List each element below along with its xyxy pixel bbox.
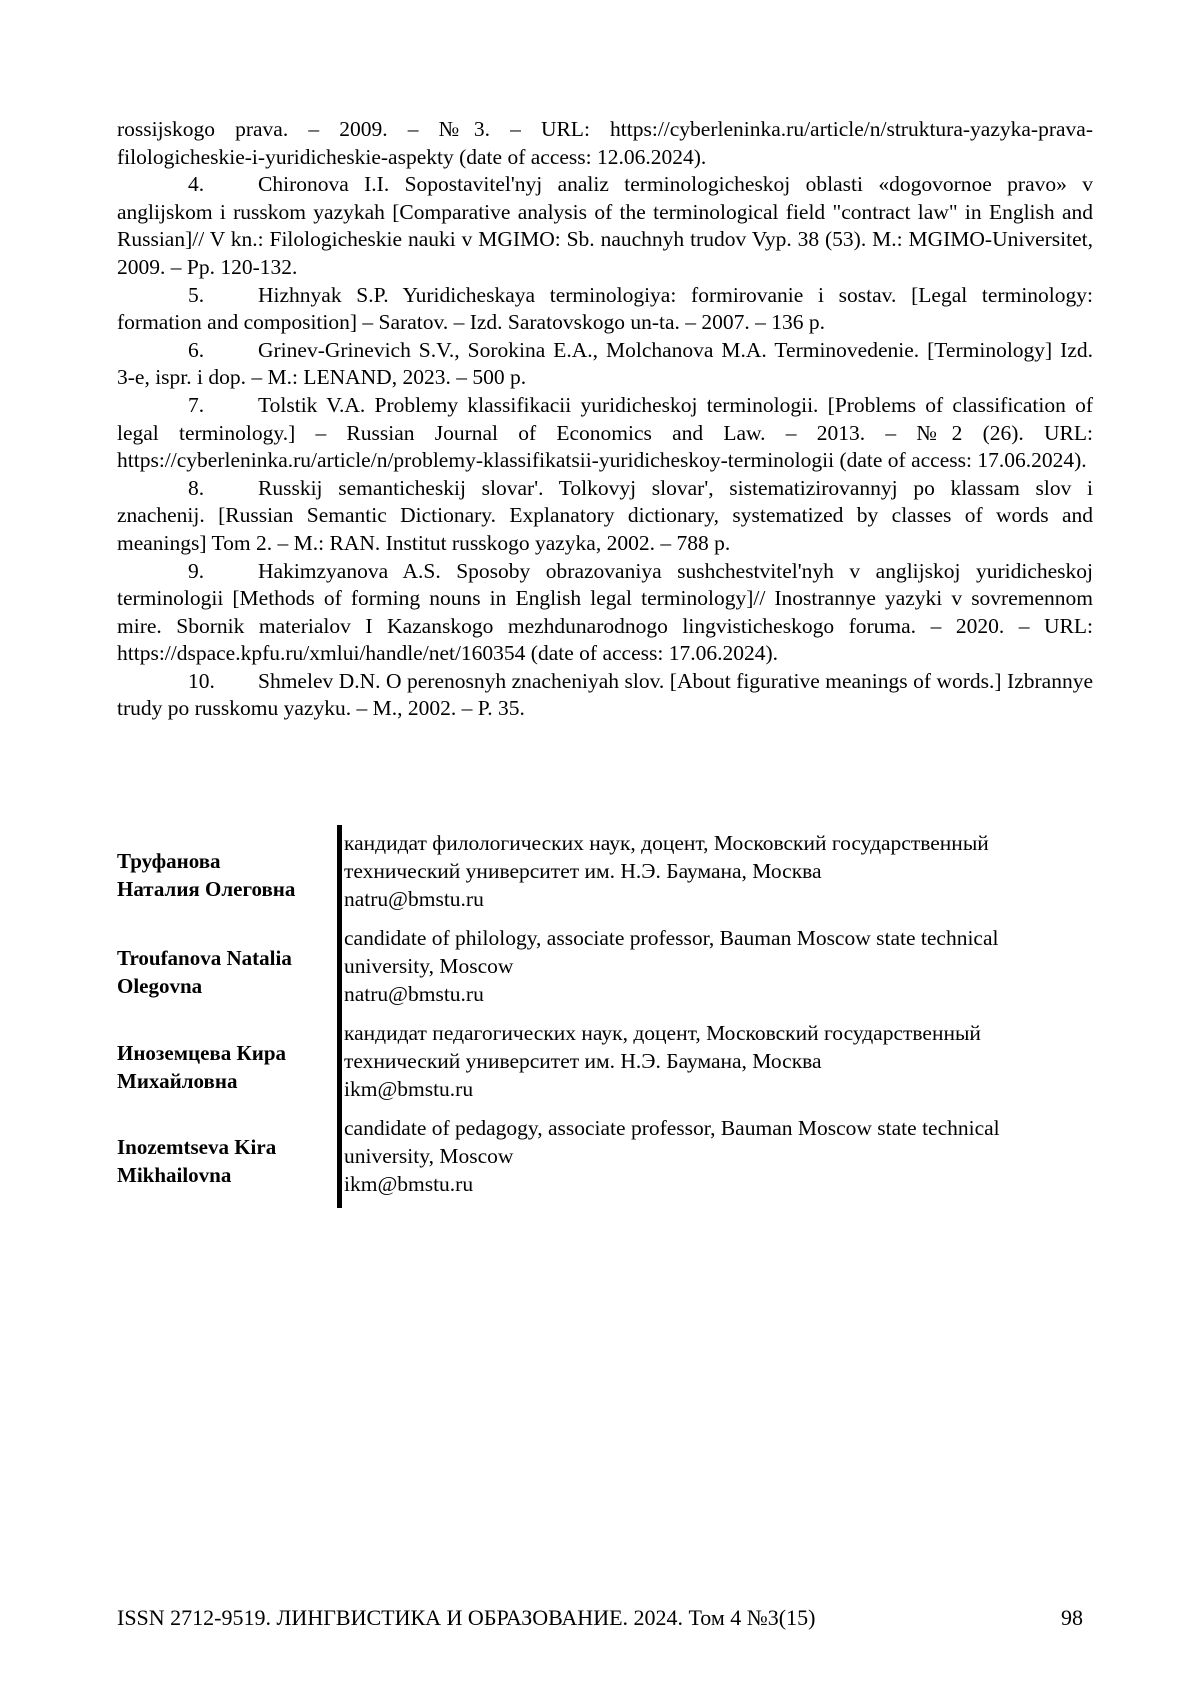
author-name-line: Troufanova Natalia — [117, 945, 292, 970]
reference-number: 4. — [188, 172, 205, 197]
author-affiliation: технический университет им. Н.Э. Баумана, Москва — [344, 1049, 822, 1073]
reference-text: Chironova I.I. Sopostavitel'nyj analiz terminologicheskoj oblasti «dogovornoe pravo» v anglijskom i russkom yazykah [Comparative analysis of the terminological field "contract law" in English and Russian]// V kn.: Filologicheskie nauki v MGIMO: Sb. nauchnyh trudov Vyp. 38 (53). M.: MGIMO-Universitet, 2009. – Pp. 120-132. — [117, 172, 1093, 279]
author-info-table — [117, 825, 1097, 1208]
author-row — [117, 1019, 1097, 1114]
reference-text: Hakimzyanova A.S. Sposoby obrazovaniya sushchestvitel'nyh v anglijskoj yuridicheskoj terminologii [Methods of forming nouns in English legal terminology]// Inostrannye yazyki v sovremennom mire. Sbornik materialov I Kazanskogo mezhdunarodnogo lingvisticheskogo foruma. – 2020. – URL: https://dspace.kpfu.ru/xmlui/handle/net/160354 (date of access: 17.06.2024). — [117, 558, 1093, 666]
author-affiliation: кандидат филологических наук, доцент, Московский государственный — [344, 831, 989, 855]
author-name — [117, 1114, 337, 1208]
reference-number: 9. — [188, 558, 205, 583]
author-email: ikm@bmstu.ru — [344, 1172, 474, 1196]
reference-text: Russkij semanticheskij slovar'. Tolkovyj slovar', sistematizirovannyj po klassam slov i znachenij. [Russian Semantic Dictionary. Explanatory dictionary, systematized by classes of words and meanings] Tom 2. – M.: RAN. Institut russkogo yazyka, 2002. – 788 p. — [117, 475, 1093, 555]
author-details — [337, 825, 1097, 924]
reference-item — [117, 558, 1093, 668]
reference-number: 7. — [188, 392, 205, 417]
reference-item — [117, 668, 1093, 723]
reference-number: 6. — [188, 337, 205, 362]
reference-number: 8. — [188, 475, 205, 500]
reference-text: Hizhnyak S.P. Yuridicheskaya terminologiya: formirovanie i sostav. [Legal terminology: formation and composition] – Saratov. – Izd. Saratovskogo un-ta. – 2007. – 136 p. — [117, 282, 1093, 335]
author-name — [117, 825, 337, 924]
page-number: 98 — [1061, 1605, 1083, 1630]
reference-item — [117, 282, 1093, 337]
author-email: natru@bmstu.ru — [344, 982, 484, 1006]
reference-item — [117, 392, 1093, 475]
author-name — [117, 1019, 337, 1114]
author-details — [337, 1019, 1097, 1114]
reference-number: 5. — [188, 282, 205, 307]
reference-continuation: rossijskogo prava. – 2009. – №3. – URL: https://cyberleninka.ru/article/n/struktura-yazyka-prava-filologicheskie-i-yuridicheskie-aspekty (date of access: 12.06.2024). — [117, 117, 1093, 169]
reference-item — [117, 337, 1093, 392]
author-name — [117, 924, 337, 1019]
reference-item — [117, 475, 1093, 558]
author-row — [117, 825, 1097, 924]
reference-item — [117, 171, 1093, 281]
journal-citation: ISSN 2712-9519. ЛИНГВИСТИКА И ОБРАЗОВАНИЕ. 2024. Том 4 №3(15) — [117, 1605, 816, 1630]
author-row — [117, 924, 1097, 1019]
author-affiliation: candidate of philology, associate professor, Bauman Moscow state technical — [344, 926, 999, 950]
references-list — [117, 116, 1093, 723]
author-affiliation: технический университет им. Н.Э. Баумана, Москва — [344, 859, 822, 883]
reference-text: Tolstik V.A. Problemy klassifikacii yuridicheskoj terminologii. [Problems of classification of legal terminology.] – Russian Journal of Economics and Law. – 2013. – №2 (26). URL: https://cyberleninka.ru/article/n/problemy-klassifikatsii-yuridicheskoy-terminologii (date of access: 17.06.2024). — [117, 392, 1093, 473]
author-affiliation: university, Moscow — [344, 1144, 514, 1168]
author-name-line: Михайловна — [117, 1068, 238, 1093]
author-affiliation: university, Moscow — [344, 954, 514, 978]
author-email: ikm@bmstu.ru — [344, 1077, 474, 1101]
author-details — [337, 924, 1097, 1019]
author-affiliation: candidate of pedagogy, associate professor, Bauman Moscow state technical — [344, 1116, 1000, 1140]
author-name-line: Mikhailovna — [117, 1163, 232, 1187]
author-name-line: Труфанова — [117, 848, 221, 873]
reference-number: 10. — [188, 668, 215, 693]
author-name-line: Olegovna — [117, 973, 203, 998]
page-footer — [117, 1605, 1083, 1631]
author-details — [337, 1114, 1097, 1208]
author-affiliation: кандидат педагогических наук, доцент, Московский государственный — [344, 1021, 981, 1045]
author-name-line: Inozemtseva Kira — [117, 1135, 277, 1159]
author-name-line: Наталия Олеговна — [117, 876, 296, 901]
author-name-line: Иноземцева Кира — [117, 1040, 287, 1065]
reference-text: Shmelev D.N. O perenosnyh znacheniyah slov. [About figurative meanings of words.] Izbrannye trudy po russkomu yazyku. – M., 2002. – P. 35. — [117, 668, 1093, 721]
author-email: natru@bmstu.ru — [344, 887, 484, 911]
author-row — [117, 1114, 1097, 1208]
reference-text: Grinev-Grinevich S.V., Sorokina E.A., Molchanova M.A. Terminovedenie. [Terminology] Izd. 3-e, ispr. i dop. – M.: LENAND, 2023. – 500 p. — [117, 337, 1093, 390]
